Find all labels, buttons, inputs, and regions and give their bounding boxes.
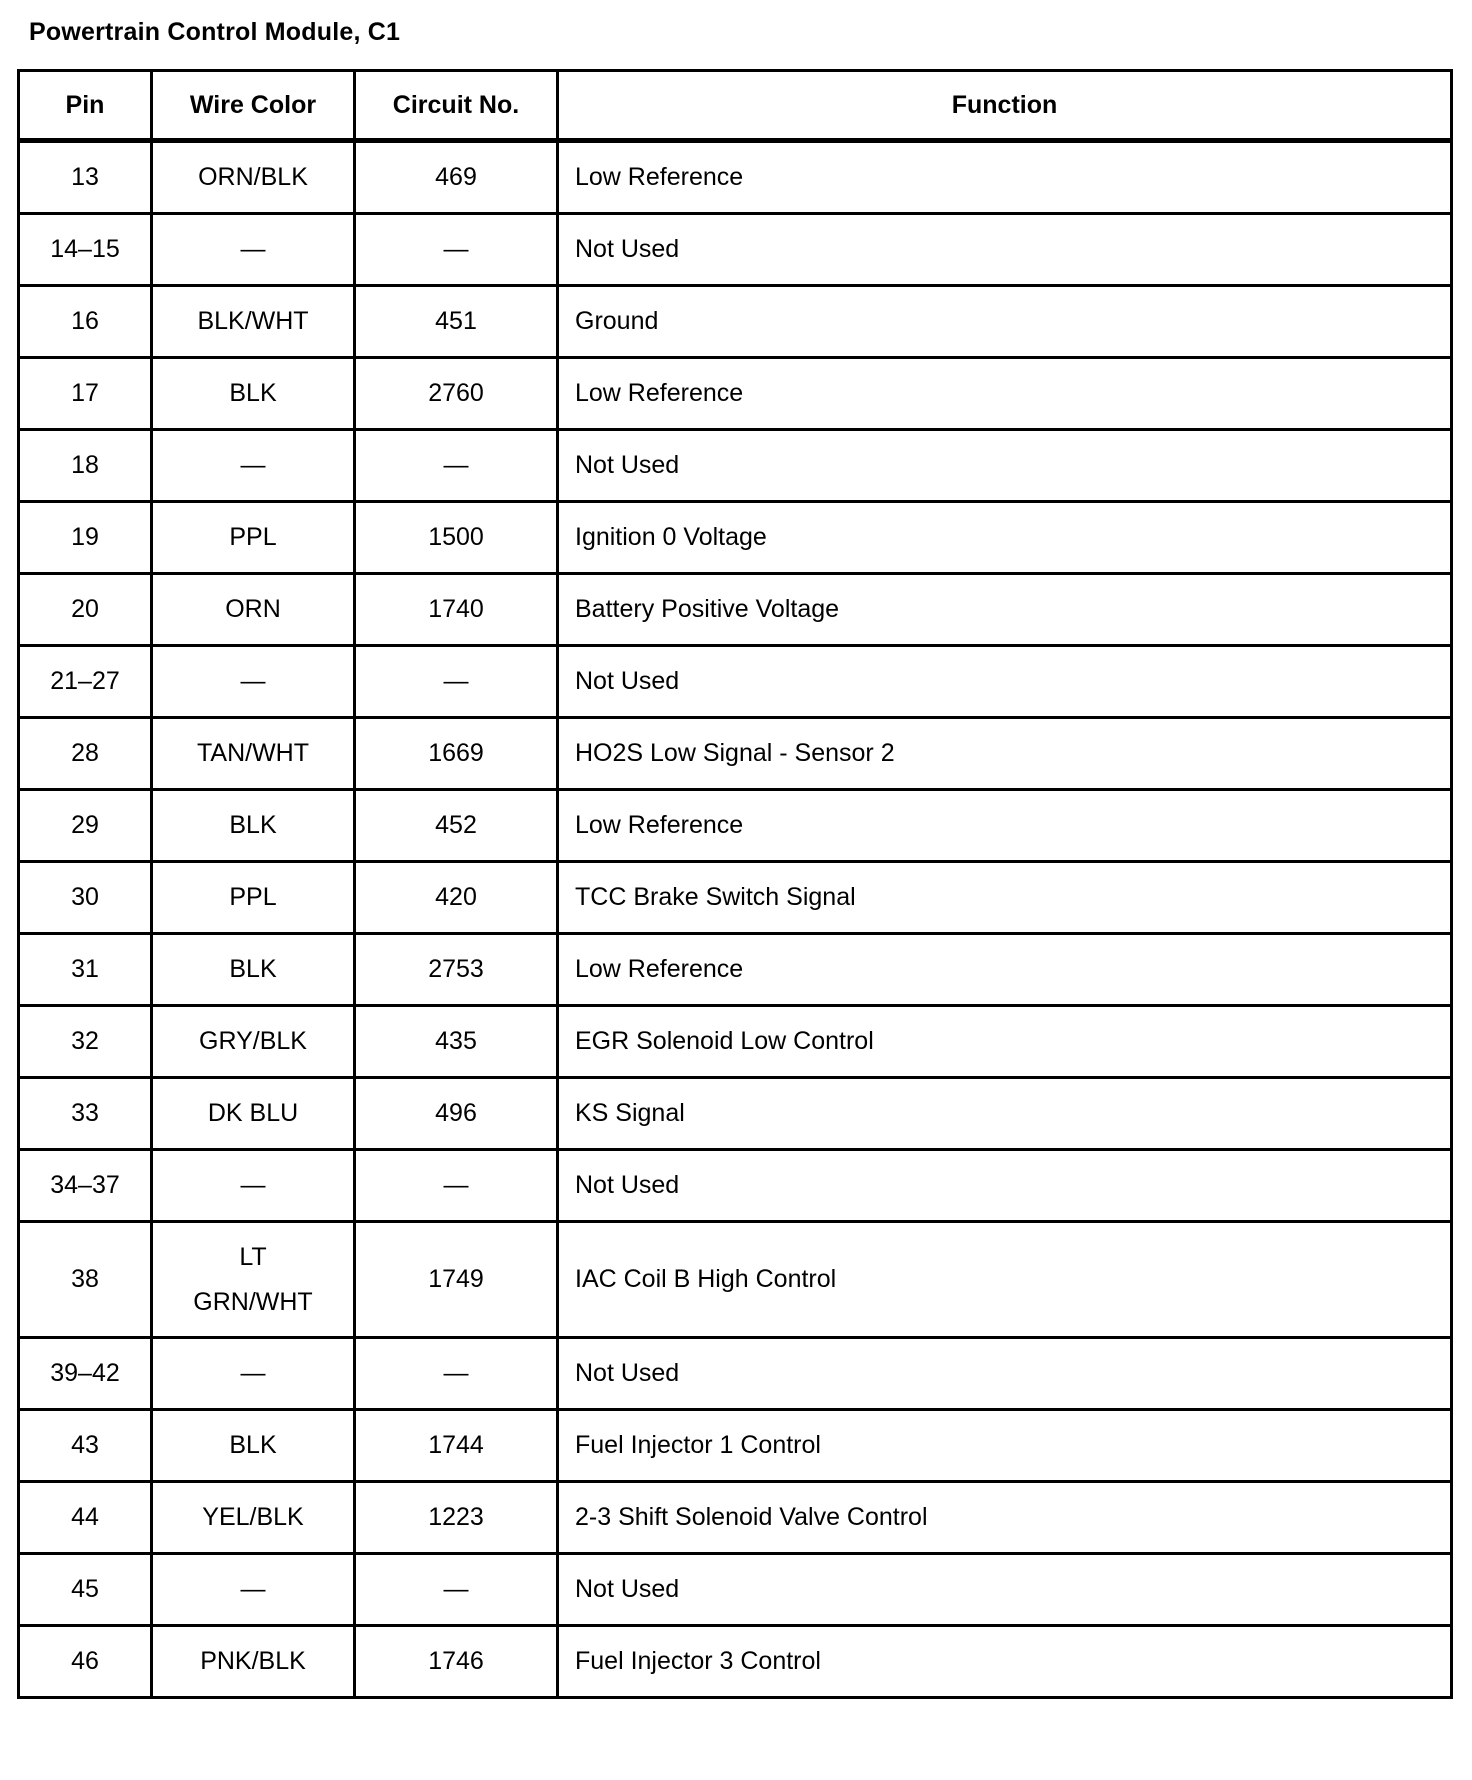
wire-color-cell: ORN [152,574,355,646]
pin-cell: 46 [19,1626,152,1698]
function-cell: Not Used [558,646,1452,718]
wire-color-cell: DK BLU [152,1078,355,1150]
wire-color-cell: ORN/BLK [152,141,355,214]
circuit-cell: — [355,1338,558,1410]
circuit-cell: 1740 [355,574,558,646]
wire-color-cell: — [152,1150,355,1222]
pin-cell: 30 [19,862,152,934]
function-cell: Not Used [558,214,1452,286]
wire-color-cell: — [152,1554,355,1626]
wire-color-cell: GRY/BLK [152,1006,355,1078]
pin-cell: 18 [19,430,152,502]
circuit-cell: 435 [355,1006,558,1078]
function-cell: TCC Brake Switch Signal [558,862,1452,934]
pin-cell: 32 [19,1006,152,1078]
circuit-cell: 496 [355,1078,558,1150]
column-header-circuit-no: Circuit No. [355,71,558,141]
function-cell: 2-3 Shift Solenoid Valve Control [558,1482,1452,1554]
table-header-row [19,71,1452,141]
table-row [19,286,1452,358]
table-row [19,1482,1452,1554]
table-row [19,1554,1452,1626]
table-row [19,790,1452,862]
function-cell: Ground [558,286,1452,358]
circuit-cell: 469 [355,141,558,214]
pin-cell: 19 [19,502,152,574]
pin-cell: 29 [19,790,152,862]
pin-cell: 38 [19,1222,152,1338]
table-row [19,214,1452,286]
function-cell: Fuel Injector 1 Control [558,1410,1452,1482]
function-cell: HO2S Low Signal - Sensor 2 [558,718,1452,790]
table-row [19,862,1452,934]
function-cell: Not Used [558,430,1452,502]
circuit-cell: — [355,1554,558,1626]
function-cell: Low Reference [558,934,1452,1006]
function-cell: Not Used [558,1338,1452,1410]
wire-color-cell [152,1222,355,1338]
table-row [19,1410,1452,1482]
pin-cell: 31 [19,934,152,1006]
wire-color-cell: — [152,1338,355,1410]
column-header-pin: Pin [19,71,152,141]
wire-color-cell: YEL/BLK [152,1482,355,1554]
function-cell: IAC Coil B High Control [558,1222,1452,1338]
pin-cell: 14–15 [19,214,152,286]
table-row [19,141,1452,214]
table-row [19,574,1452,646]
wire-color-cell: BLK [152,358,355,430]
wire-color-cell: BLK [152,1410,355,1482]
function-cell: Low Reference [558,141,1452,214]
circuit-cell: — [355,214,558,286]
function-cell: Low Reference [558,790,1452,862]
wire-color-cell: — [152,646,355,718]
circuit-cell: — [355,430,558,502]
function-cell: Not Used [558,1150,1452,1222]
circuit-cell: 1223 [355,1482,558,1554]
function-cell: EGR Solenoid Low Control [558,1006,1452,1078]
circuit-cell: 2753 [355,934,558,1006]
table-row [19,1338,1452,1410]
circuit-cell: — [355,1150,558,1222]
table-row [19,1626,1452,1698]
connector-pinout-table [17,69,1453,1699]
wire-color-cell: PPL [152,862,355,934]
pin-cell: 43 [19,1410,152,1482]
pin-cell: 34–37 [19,1150,152,1222]
circuit-cell: 420 [355,862,558,934]
wire-color-cell: BLK [152,934,355,1006]
column-header-function: Function [558,71,1452,141]
circuit-cell: 2760 [355,358,558,430]
function-cell: Fuel Injector 3 Control [558,1626,1452,1698]
table-row [19,358,1452,430]
wire-color-cell: — [152,430,355,502]
pin-cell: 44 [19,1482,152,1554]
document-title: Powertrain Control Module, C1 [29,18,401,46]
pin-cell: 45 [19,1554,152,1626]
function-cell: Not Used [558,1554,1452,1626]
wire-color-cell: PNK/BLK [152,1626,355,1698]
table-row [19,430,1452,502]
pin-cell: 16 [19,286,152,358]
pin-cell: 39–42 [19,1338,152,1410]
pin-cell: 28 [19,718,152,790]
circuit-cell: 1749 [355,1222,558,1338]
wire-color-line: GRN/WHT [193,1287,313,1316]
pin-cell: 33 [19,1078,152,1150]
circuit-cell: 1669 [355,718,558,790]
wire-color-cell: PPL [152,502,355,574]
table-row [19,934,1452,1006]
circuit-cell: 1500 [355,502,558,574]
function-cell: KS Signal [558,1078,1452,1150]
table-row [19,718,1452,790]
pin-cell: 17 [19,358,152,430]
function-cell: Battery Positive Voltage [558,574,1452,646]
table-row [19,1006,1452,1078]
wire-color-cell: BLK [152,790,355,862]
circuit-cell: 451 [355,286,558,358]
wire-color-cell: BLK/WHT [152,286,355,358]
circuit-cell: 452 [355,790,558,862]
table-row [19,1078,1452,1150]
pin-cell: 21–27 [19,646,152,718]
pin-cell: 20 [19,574,152,646]
table-row [19,502,1452,574]
column-header-wire-color: Wire Color [152,71,355,141]
pin-cell: 13 [19,141,152,214]
circuit-cell: 1744 [355,1410,558,1482]
circuit-cell: — [355,646,558,718]
function-cell: Low Reference [558,358,1452,430]
wire-color-cell: — [152,214,355,286]
wire-color-line: LT [239,1242,267,1271]
wire-color-cell: TAN/WHT [152,718,355,790]
table-row [19,1222,1452,1338]
circuit-cell: 1746 [355,1626,558,1698]
table-row [19,1150,1452,1222]
table-row [19,646,1452,718]
function-cell: Ignition 0 Voltage [558,502,1452,574]
